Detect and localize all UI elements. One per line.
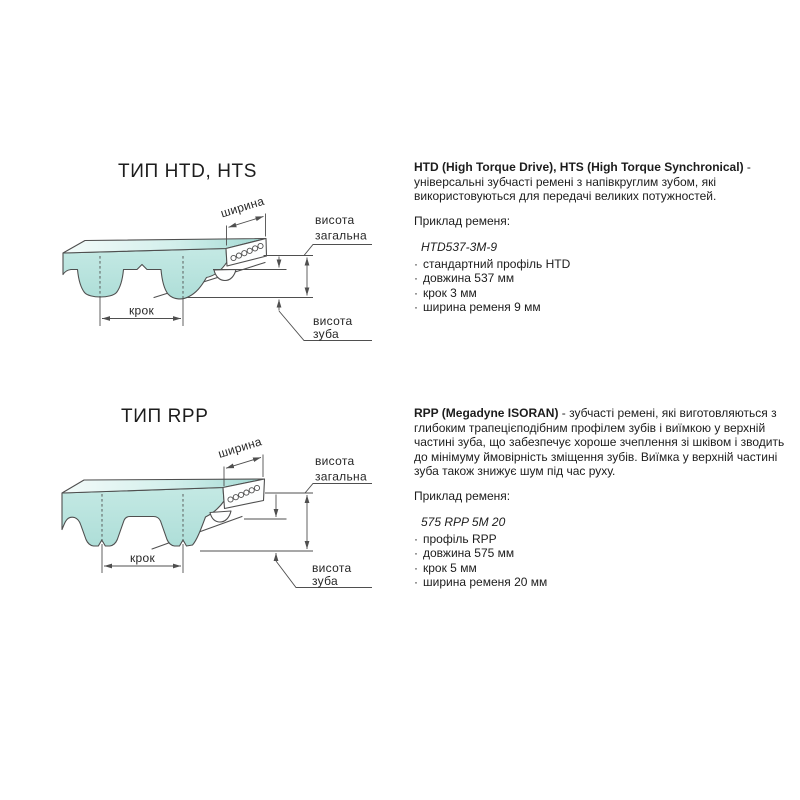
- htd-example-label: Приклад ременя:: [414, 213, 511, 228]
- rpp-width-label: ширина: [216, 434, 264, 461]
- htd-spec-item: · ширина ременя 9 мм: [414, 300, 794, 315]
- rpp-total-height-label-2: загальна: [315, 469, 367, 484]
- htd-belt-model-code: HTD537-3M-9: [421, 240, 498, 254]
- rpp-belt-front-face: [62, 488, 224, 547]
- rpp-belt-drawing: [62, 479, 265, 549]
- rpp-example-label: Приклад ременя:: [414, 488, 511, 503]
- rpp-total-height-label-1: висота: [315, 454, 355, 468]
- htd-description-paragraph: [414, 160, 794, 204]
- rpp-heading: RPP (Megadyne ISORAN): [414, 406, 559, 420]
- rpp-description-section: [414, 406, 794, 590]
- rpp-spec-item: · довжина 575 мм: [414, 546, 794, 561]
- rpp-spec-item: · крок 5 мм: [414, 561, 794, 576]
- rpp-cut-tooth: [210, 511, 231, 522]
- htd-tooth-height-label-1: висота: [313, 314, 353, 328]
- htd-total-height-label-1: висота: [315, 213, 355, 227]
- htd-diagram-title: ТИП HTD, HTS: [118, 161, 258, 182]
- rpp-tooth-height-label-1: висота: [312, 561, 352, 575]
- htd-description-section: [414, 160, 794, 315]
- rpp-diagram-title: ТИП RPP: [121, 406, 209, 427]
- htd-heading: HTD (High Torque Drive), HTS (High Torque Synchronical): [414, 160, 744, 174]
- htd-spec-item: · крок 3 мм: [414, 286, 794, 301]
- htd-width-arrow: [229, 216, 264, 227]
- htd-spec-list: [414, 257, 794, 315]
- htd-total-height-label-2: загальна: [315, 228, 367, 243]
- htd-total-height-leader: [304, 245, 372, 256]
- htd-tooth-height-label-2: зуба: [313, 327, 339, 341]
- rpp-spec-item: · профіль RPP: [414, 532, 794, 547]
- htd-description-text: - універсальні зубчасті ремені з напівкруглим зубом, які використовуються для передачі великих потужностей.: [414, 160, 751, 203]
- rpp-pitch-label: крок: [129, 551, 156, 565]
- htd-belt-front-face: [63, 249, 227, 299]
- htd-spec-item: · довжина 537 мм: [414, 271, 794, 286]
- rpp-description-paragraph: [414, 406, 794, 479]
- rpp-belt-model-code: 575 RPP 5M 20: [421, 515, 506, 529]
- rpp-total-height-leader: [305, 484, 372, 494]
- rpp-width-arrow: [226, 457, 261, 468]
- htd-cut-tooth: [214, 270, 236, 281]
- htd-spec-item: · стандартний профіль HTD: [414, 257, 794, 272]
- rpp-spec-item: · ширина ременя 20 мм: [414, 575, 794, 590]
- htd-belt-drawing: [63, 239, 267, 299]
- rpp-spec-list: [414, 532, 794, 590]
- htd-width-label: ширина: [218, 193, 266, 221]
- htd-pitch-label: крок: [128, 303, 155, 318]
- rpp-tooth-height-label-2: зуба: [312, 574, 338, 588]
- rpp-description-text: - зубчасті ремені, які виготовляються з глибоким трапецієподібним профілем зубів і виїмкою у верхній частині зуба, що забезпечує хороше зчеплення зі шківом і зводить до мінімуму ймовірність зміщення зубів. Виїмка у верхній частині зуба також знижує шум під час руху.: [414, 406, 785, 478]
